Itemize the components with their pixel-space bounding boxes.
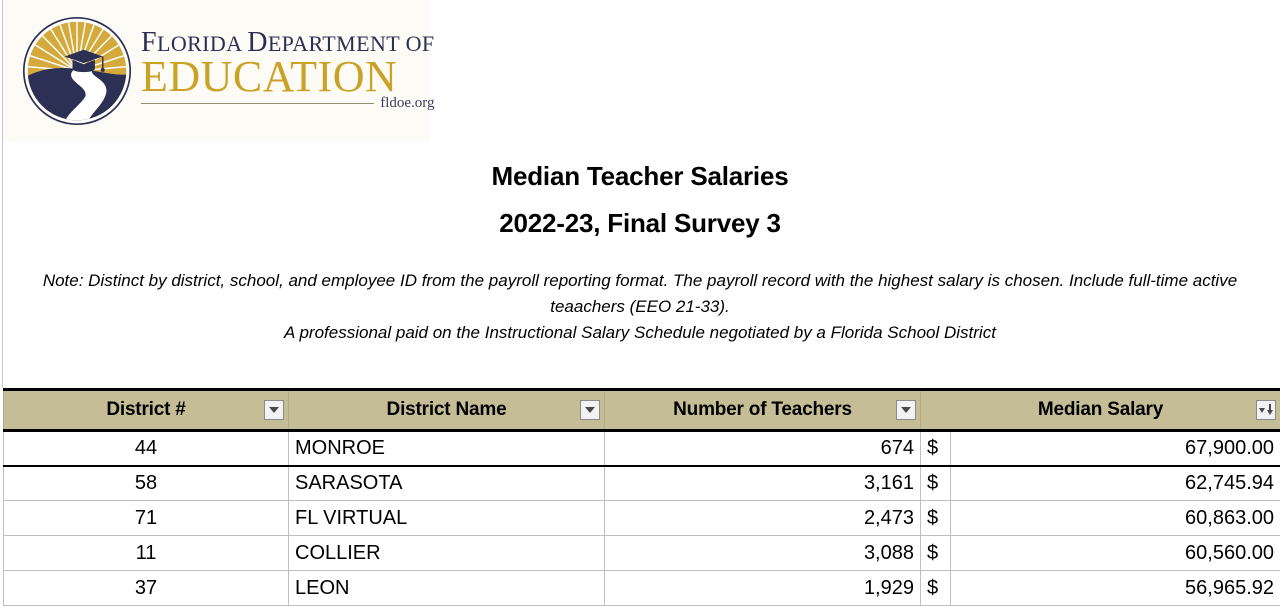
- column-header-label: Number of Teachers: [673, 399, 852, 421]
- cell-district-number: 11: [4, 536, 289, 571]
- column-header-number-of-teachers[interactable]: [605, 390, 921, 431]
- cell-currency-symbol: $: [921, 466, 951, 501]
- note-block: [18, 268, 1262, 346]
- cell-currency-symbol: $: [921, 571, 951, 606]
- table-row: [4, 536, 1280, 571]
- column-header-median-salary[interactable]: [921, 390, 1280, 431]
- cell-district-number: 37: [4, 571, 289, 606]
- cell-district-number: 58: [4, 466, 289, 501]
- cell-district-name: FL VIRTUAL: [289, 501, 605, 536]
- note-line-2: chosen. Include full-time active teaachers (EEO 21-33).: [550, 271, 1237, 316]
- table-row: [4, 431, 1280, 466]
- logo-line-education: EDUCATION: [141, 55, 435, 100]
- note-line-1: Note: Distinct by district, school, and employee ID from the payroll reporting format. The payroll record with the highest salary is: [43, 271, 1000, 290]
- cell-district-number: 44: [4, 431, 289, 466]
- column-header-district-name[interactable]: [289, 390, 605, 431]
- page-subtitle: 2022-23, Final Survey 3: [0, 208, 1280, 239]
- column-header-label: Median Salary: [1038, 399, 1163, 421]
- fldoe-seal-icon: [21, 15, 133, 127]
- cell-district-name: SARASOTA: [289, 466, 605, 501]
- cell-number-of-teachers: 3,088: [605, 536, 921, 571]
- column-header-label: District Name: [387, 399, 507, 421]
- cell-currency-symbol: $: [921, 536, 951, 571]
- page-title: Median Teacher Salaries: [0, 161, 1280, 192]
- filter-dropdown-icon-district-name[interactable]: [580, 400, 600, 420]
- filter-sort-descending-icon-median-salary[interactable]: [1256, 400, 1276, 420]
- table-body: [4, 431, 1280, 606]
- logo-url-text: fldoe.org: [380, 95, 434, 112]
- cell-currency-symbol: $: [921, 431, 951, 466]
- note-line-3: A professional paid on the Instructional Salary Schedule negotiated by a Florida School District: [18, 320, 1262, 346]
- cell-median-salary: 56,965.92: [951, 571, 1280, 606]
- cell-district-name: MONROE: [289, 431, 605, 466]
- cell-number-of-teachers: 674: [605, 431, 921, 466]
- fldoe-logo: [3, 0, 430, 141]
- filter-dropdown-icon-district-number[interactable]: [264, 400, 284, 420]
- cell-number-of-teachers: 1,929: [605, 571, 921, 606]
- cell-number-of-teachers: 2,473: [605, 501, 921, 536]
- table-row: [4, 571, 1280, 606]
- logo-line-florida-department-of: FLORIDA DEPARTMENT OF: [141, 29, 435, 57]
- table-row: [4, 501, 1280, 536]
- filter-dropdown-icon-number-of-teachers[interactable]: [896, 400, 916, 420]
- cell-district-number: 71: [4, 501, 289, 536]
- logo-url-row: [141, 95, 435, 112]
- column-header-label: District #: [106, 399, 185, 421]
- column-header-district-number[interactable]: [4, 390, 289, 431]
- cell-median-salary: 67,900.00: [951, 431, 1280, 466]
- cell-district-name: COLLIER: [289, 536, 605, 571]
- cell-currency-symbol: $: [921, 501, 951, 536]
- logo-divider-rule: [141, 103, 374, 104]
- cell-median-salary: 60,863.00: [951, 501, 1280, 536]
- cell-number-of-teachers: 3,161: [605, 466, 921, 501]
- cell-median-salary: 60,560.00: [951, 536, 1280, 571]
- table-row: [4, 466, 1280, 501]
- cell-median-salary: 62,745.94: [951, 466, 1280, 501]
- fldoe-wordmark: [141, 29, 435, 113]
- cell-district-name: LEON: [289, 571, 605, 606]
- median-salary-table: [3, 388, 1280, 606]
- table-header-row: [4, 390, 1280, 431]
